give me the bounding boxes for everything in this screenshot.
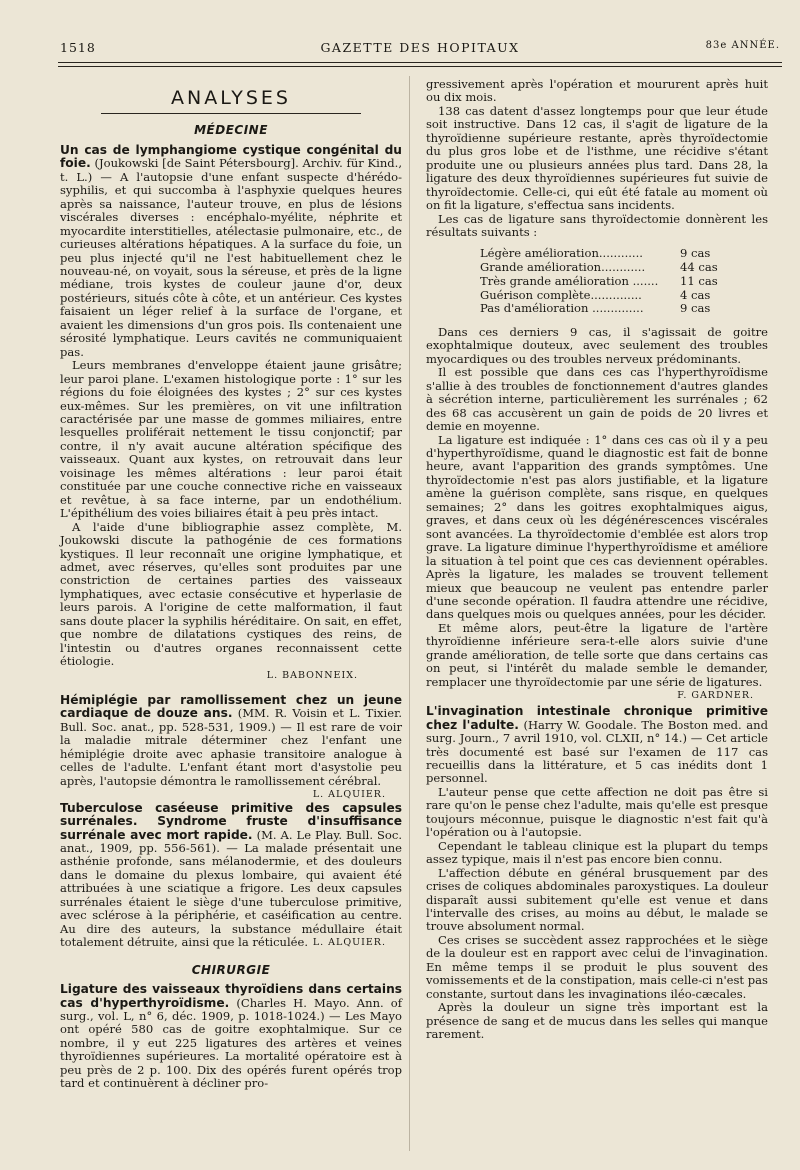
paragraph: Il est possible que dans ces cas l'hyperthyroïdisme s'allie à des troubles de fonctionnement d'autres glandes à sécrétion interne, particulièrement les surrénales ; 62 des 68 cas accusèrent un gain de poids de 20 livres et demie en moyenne.	[426, 365, 768, 434]
column-divider	[409, 76, 410, 1151]
article-title: Un cas de lymphangiome cystique congénital du foie.	[60, 142, 402, 171]
header-rule-bottom	[58, 66, 782, 67]
category-chirurgie: CHIRURGIE	[191, 962, 271, 977]
results-row	[480, 302, 720, 316]
article-body: (MM. R. Voisin et L. Tixier. Bull. Soc. anat., pp. 528-531, 1909.) — Il est rare de voir la maladie mitrale déterminer chez l'enfant une hémiplégie droite avec aphasie transitoire analogue à celles de l'adulte. L'enfant étant mort d'asystolie peu après, l'autopsie démontra le ramollissement cérébral.	[60, 706, 403, 788]
paragraph	[426, 620, 768, 702]
result-label: Très grande amélioration .......	[480, 273, 659, 288]
category-medecine: MÉDECINE	[194, 123, 268, 138]
results-row	[480, 275, 720, 289]
year-label: 83e ANNÉE.	[705, 40, 780, 51]
result-label: Pas d'amélioration ..............	[480, 301, 644, 316]
paragraph: L'auteur pense que cette affection ne doit pas être si rare qu'on le pense chez l'adulte, mais qu'elle est presque toujours méconnue, puisque le diagnostic n'est fait qu'à l'opération ou à l'autopsie.	[426, 784, 768, 840]
signature: L. BABONNEIX.	[266, 669, 358, 681]
header-rule-top	[58, 62, 782, 63]
signature: L. ALQUIER.	[312, 937, 386, 949]
result-value: 44 cas	[680, 260, 718, 275]
article-body: (Charles H. Mayo. Ann. of surg., vol. L, n° 6, déc. 1909, p. 1018-1024.) — Les Mayo ont opéré 580 cas de goitre exophtalmique. Sur ce nombre, il y eut 225 ligatures des artères et veines thyroïdiennes supérieures. La mortalité opératoire est à peu près de 2 p. 100. Dix des opérés furent opérés trop tard et continuèrent à décliner pro-	[60, 995, 403, 1091]
article-title: Ligature des vaisseaux thyroïdiens dans certains cas d'hyperthyroïdisme.	[60, 982, 402, 1010]
journal-title: GAZETTE DES HOPITAUX	[320, 40, 520, 55]
result-value: 9 cas	[680, 301, 711, 316]
section-title: ANALYSES	[170, 87, 291, 109]
article-title: L'invagination intestinale chronique primitive chez l'adulte.	[426, 704, 768, 732]
paragraph: Cependant le tableau clinique est la plupart du temps assez typique, mais il n'est pas encore bien connu.	[426, 838, 768, 867]
right-column	[426, 78, 768, 1042]
result-value: 9 cas	[680, 246, 711, 261]
paragraph-text: Et même alors, peut-être la ligature de l'artère thyroïdienne inférieure sera-t-elle alors suivie d'une grande amélioration, de telle sorte que dans certains cas on peut, si l'intérêt du malade semble le demander, remplacer une thyroïdectomie par une série de ligatures.	[426, 620, 768, 689]
paragraph: Dans ces derniers 9 cas, il s'agissait de goitre exophtalmique douteux, avec seulement des troubles myocardiques ou des troubles nerveux prédominants.	[426, 324, 768, 366]
result-value: 4 cas	[680, 287, 711, 302]
page-number: 1518	[60, 40, 96, 55]
article-body: (Joukowski [de Saint Pétersbourg]. Archiv. für Kind., t. L.) — A l'autopsie d'une enfant suspecte d'hérédo-syphilis, et qui succomba à l'asphyxie quelques heures après sa naissance, l'auteur trouve, en plus de lésions viscérales diverses : encéphalo-myélite, néphrite et myocardite interstitielles, atélectasie pulmonaire, etc., de curieuses altérations hépatiques. A la surface du foie, un peu plus injecté qu'il ne l'est habituellement chez le nouveau-né, on voyait, sous la séreuse, et près de la ligne médiane, trois kystes de couleur jaune d'or, deux postérieurs, situés côte à côte, et un antérieur. Ces kystes faisaient un léger relief à la surface de l'organe, et avaient les dimensions d'un gros pois. Ils contenaient une sérosité lymphatique. Leurs cavités ne communiquaient pas.	[60, 156, 402, 359]
signature: L. ALQUIER.	[312, 789, 386, 801]
article-hemiplegie	[60, 693, 403, 801]
paragraph: A l'aide d'une bibliographie assez complète, M. Joukowski discute la pathogénie de ces formations kystiques. Il leur reconnaît une origine lymphatique, et admet, avec réserves, qu'elles sont produites par une constriction de certaines parties des vaisseaux lymphatiques, avec ectasie consécutive et hyperlasie de leurs parois. A l'origine de cette malformation, il faut sans doute placer la syphilis héréditaire. On sait, en effet, que nombre de dilatations cystiques des reins, de l'intestin ou d'autres organes reconnaissent cette étiologie.	[60, 519, 402, 669]
results-row	[480, 261, 720, 275]
result-label: Grande amélioration............	[480, 260, 646, 275]
paragraph: Les cas de ligature sans thyroïdectomie donnèrent les résultats suivants :	[426, 211, 768, 239]
results-row	[480, 289, 720, 303]
paragraph: Leurs membranes d'enveloppe étaient jaune grisâtre; leur paroi plane. L'examen histologique porte : 1° sur les régions du foie éloignées des kystes ; 2° sur ces kystes eux-mêmes. Sur les premières, on vit une infiltration caractérisée par une masse de gommes miliaires, entre lesquelles proliférait nettement le tissu conjonctif; par contre, il n'y avait aucune altération spécifique des vaisseaux. Quant aux kystes, on retrouvait dans leur voisinage les mêmes altérations : leur paroi était constituée par une couche connective riche en vaisseaux et revêtue, à sa face interne, par un endothélium. L'épithélium des voies biliaires était à peu près intact.	[60, 358, 402, 521]
result-label: Guérison complète..............	[480, 287, 642, 302]
article-invagination	[426, 705, 768, 786]
article-title: Hémiplégie par ramollissement chez un jeune cardiaque de douze ans.	[60, 693, 402, 721]
signature: F. GARDNER.	[677, 690, 754, 702]
article-lymphangiome	[60, 144, 402, 359]
paragraph: Ces crises se succèdent assez rapprochées et le siège de la douleur est en rapport avec celui de l'invagination. En même temps il se produit le plus souvent des vomissements et de la constipation, mais celle-ci n'est pas constante, surtout dans les invaginations iléo-cæcales.	[426, 932, 768, 1001]
results-table	[480, 247, 720, 316]
paragraph: Après la douleur un signe très important est la présence de sang et de mucus dans les selles qui manque rarement.	[426, 1000, 768, 1042]
article-tuberculose	[60, 802, 402, 950]
paragraph: gressivement après l'opération et moururent après huit ou dix mois.	[426, 77, 768, 105]
results-row	[480, 247, 720, 261]
left-column	[60, 78, 402, 1091]
paragraph: La ligature est indiquée : 1° dans ces cas où il y a peu d'hyperthyroïdisme, quand le diagnostic est fait de bonne heure, avant l'apparition des grands symptômes. Une thyroïdectomie n'est pas alors justifiable, et la ligature amène la guérison complète, sans risque, en quelques semaines; 2° dans les goitres exophtalmiques aigus, graves, et dans ceux où les dégénérescences viscérales sont avancées. La thyroïdectomie d'emblée est alors trop grave. La ligature diminue l'hyperthyroïdisme et améliore la situation à tel point que ces cas deviennent opérables. Après la ligature, les malades se trouvent tellement mieux que beaucoup ne veulent pas entendre parler d'une seconde opération. Il faudra attendre une récidive, dans quelques mois ou quelques années, pour les décider.	[426, 432, 768, 622]
article-ligature	[60, 983, 402, 1091]
article-title: Tuberculose caséeuse primitive des capsules surrénales. Syndrome fruste d'insuffisance surrénale avec mort rapide.	[60, 800, 402, 842]
article-body: (Harry W. Goodale. The Boston med. and surg. Journ., 7 avril 1910, vol. CLXII, n° 14.) — Cet article très documenté est basé sur l'examen de 117 cas recueillis dans la littérature, et 5 cas inédits dont 1 personnel.	[426, 717, 769, 786]
section-rule	[101, 113, 361, 114]
result-label: Légère amélioration............	[480, 246, 643, 261]
paragraph: L'affection débute en général brusquement par des crises de coliques abdominales paroxystiques. La douleur disparaît aussi subitement qu'elle est venue et dans l'intervalle des crises, au moins au début, le malade se trouve absolument normal.	[426, 865, 768, 934]
article-body: (M. A. Le Play. Bull. Soc. anat., 1909, pp. 556-561). — La malade présentait une asthénie profonde, sans mélanodermie, et des douleurs dans le domaine du plexus lombaire, qui avaient été attribuées à une sciatique a frigore. Les deux capsules surrénales étaient le siège d'une tuberculose primitive, avec sclérose à la périphérie, et caséification au centre. Au dire des auteurs, la substance médullaire était totalement détruite, ainsi que la réticulée.	[60, 827, 402, 950]
result-value: 11 cas	[680, 273, 718, 288]
paragraph: 138 cas datent d'assez longtemps pour que leur étude soit instructive. Dans 12 cas, il s'agit de ligature de la thyroïdienne supérieure restante, après thyroïdectomie du plus gros lobe et de l'isthme, une récidive s'étant produite une ou plusieurs années plus tard. Dans 28, la ligature des deux thyroïdiennes supérieures fut suivie de thyroïdectomie. Celle-ci, qui eût été fatale au moment où on fit la ligature, s'effectua sans incidents.	[426, 103, 768, 213]
page-header	[60, 40, 780, 60]
